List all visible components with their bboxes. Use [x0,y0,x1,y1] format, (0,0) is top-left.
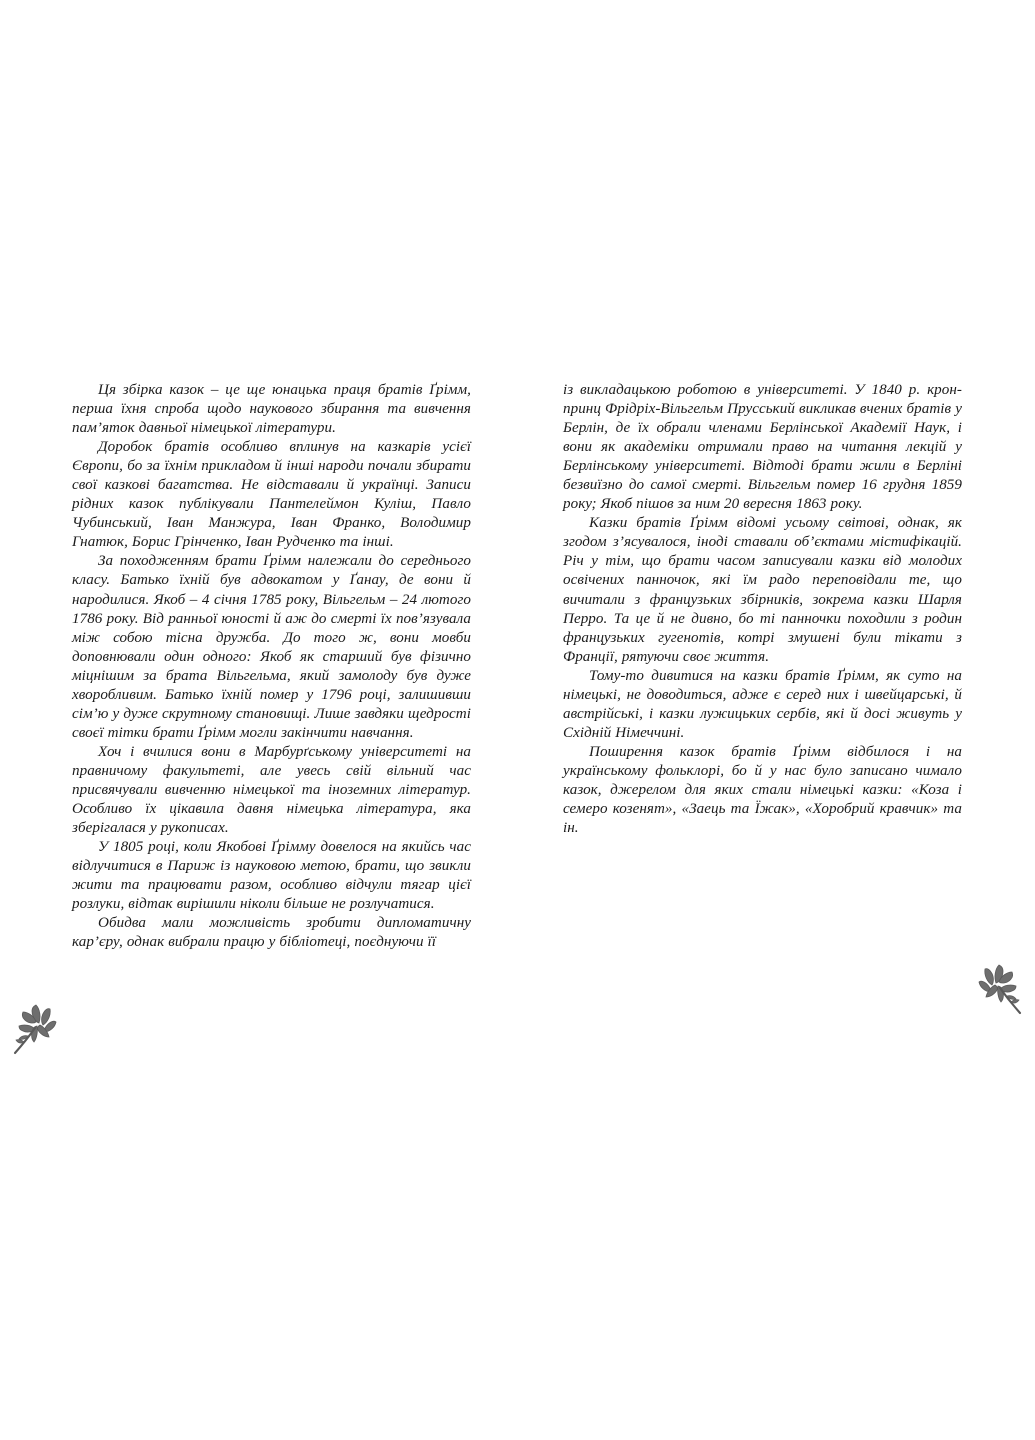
left-text-column [72,381,471,952]
paragraph: Тому-то дивитися на казки братів Ґрімм, як суто на німецькі, не доводиться, адже є серед них і швейцарські, й австрійські, і казки лужицьких сербів, які й досі живуть у Східній Німеччині. [563,667,962,741]
paragraph: Ця збірка казок – це ще юнацька праця братів Ґрімм, перша їхня спроба щодо наукового збирання та вивчення пам’яток давньої німецької літератури. [72,382,471,437]
paragraph: Казки братів Ґрімм відомі усьому світові, однак, як згодом з’ясувалося, іноді ставали об’єктами містифікацій. Річ у тім, що брати часом записували казки від молодих освічених панночок, які їм радо переповідали те, що вичитали з французьких збірників, зокрема казки Шарля Перро. Та це й не дивно, бо ті панночки походили з родин французьких гугенотів, котрі змушені були тікати з Франції, рятуючи своє життя. [563,515,962,665]
paragraph: із викладацькою роботою в університеті. У 1840 р. крон-принц Фрідріх-Вільгельм Прусський викликав вчених братів у Берлін, де їх обрали членами Берлінської Академії Наук, і вони як академіки отримали право на читання лекцій у Берлінському університеті. Відтоді брати жили в Берліні безвиїзно до самої смерті. Вільгельм помер 16 грудня 1859 року; Якоб пішов за ним 20 вересня 1863 року. [563,382,962,513]
floral-sprig-icon [6,995,68,1067]
floral-sprig-icon [967,955,1029,1027]
paragraph: Хоч і вчилися вони в Марбурґському університеті на правничому факультеті, але увесь свій вільний час присвячували вивченню німецької та іноземних літератур. Особливо їх цікавила давня німецька література, яка зберігалася у рукописах. [72,743,471,837]
two-column-text-body [72,381,963,952]
right-text-column [563,381,962,838]
paragraph: Обидва мали можливість зробити дипломатичну кар’єру, однак вибрали працю у бібліотеці, поєднуючи її [72,915,471,951]
paragraph: Доробок братів особливо вплинув на казкарів усієї Європи, бо за їхнім прикладом й інші народи почали збирати свої казкові багатства. Не відставали й українці. Записи рідних казок публікували Пантелеймон Куліш, Павло Чубинський, Іван Манжура, Іван Франко, Володимир Гнатюк, Борис Грінченко, Іван Рудченко та інші. [72,439,471,551]
paragraph: За походженням брати Ґрімм належали до середнього класу. Батько їхній був адвокатом у Ґанау, де вони й народилися. Якоб – 4 січня 1785 року, Вільгельм – 24 лютого 1786 року. Від ранньої юності й аж до смерті їх пов’язувала між собою тісна дружба. До того ж, вони мовби доповнювали один одного: Якоб як старший був фізично міцнішим за брата Вільгельма, який замолоду був дуже хворобливим. Батько їхній помер у 1796 році, залишивши сім’ю у дуже скрутному становищі. Лише завдяки щедрості своєї тітки брати Ґрімм могли закінчити навчання. [72,553,471,741]
paragraph: У 1805 році, коли Якобові Ґрімму довелося на якийсь час відлучитися в Париж із науковою метою, брати, що звикли жити та працювати разом, особливо відчули тягар цієї розлуки, відтак вирішили ніколи більше не розлучатися. [72,839,471,913]
paragraph: Поширення казок братів Ґрімм відбилося і на українському фольклорі, бо й у нас було записано чимало казок, джерелом для яких стали німецькі казки: «Коза і семеро козенят», «Заець та Їжак», «Хоробрий кравчик» та ін. [563,743,962,837]
